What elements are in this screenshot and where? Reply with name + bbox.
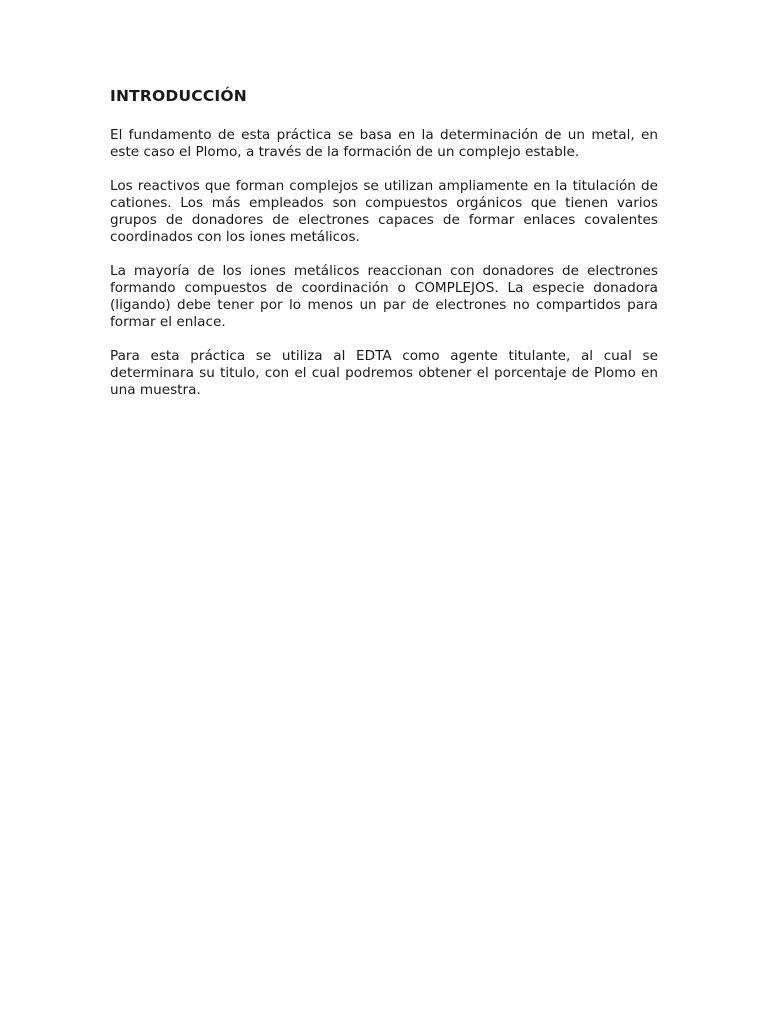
section-heading: INTRODUCCIÓN <box>110 87 247 105</box>
document-body <box>110 86 658 416</box>
paragraph-3: La mayoría de los iones metálicos reaccionan con donadores de electrones formando compuestos de coordinación o COMPLEJOS. La especie donadora (ligando) debe tener por lo menos un par de electrones no compartidos para formar el enlace. <box>110 263 658 330</box>
paragraph-2: Los reactivos que forman complejos se utilizan ampliamente en la titulación de cationes. Los más empleados son compuestos orgánicos que tienen varios grupos de donadores de electrones capaces de formar enlaces covalentes coordinados con los iones metálicos. <box>110 178 658 245</box>
paragraph-1: El fundamento de esta práctica se basa en la determinación de un metal, en este caso el Plomo, a través de la formación de un complejo estable. <box>110 127 658 160</box>
paragraph-4: Para esta práctica se utiliza al EDTA como agente titulante, al cual se determinara su titulo, con el cual podremos obtener el porcentaje de Plomo en una muestra. <box>110 348 658 398</box>
